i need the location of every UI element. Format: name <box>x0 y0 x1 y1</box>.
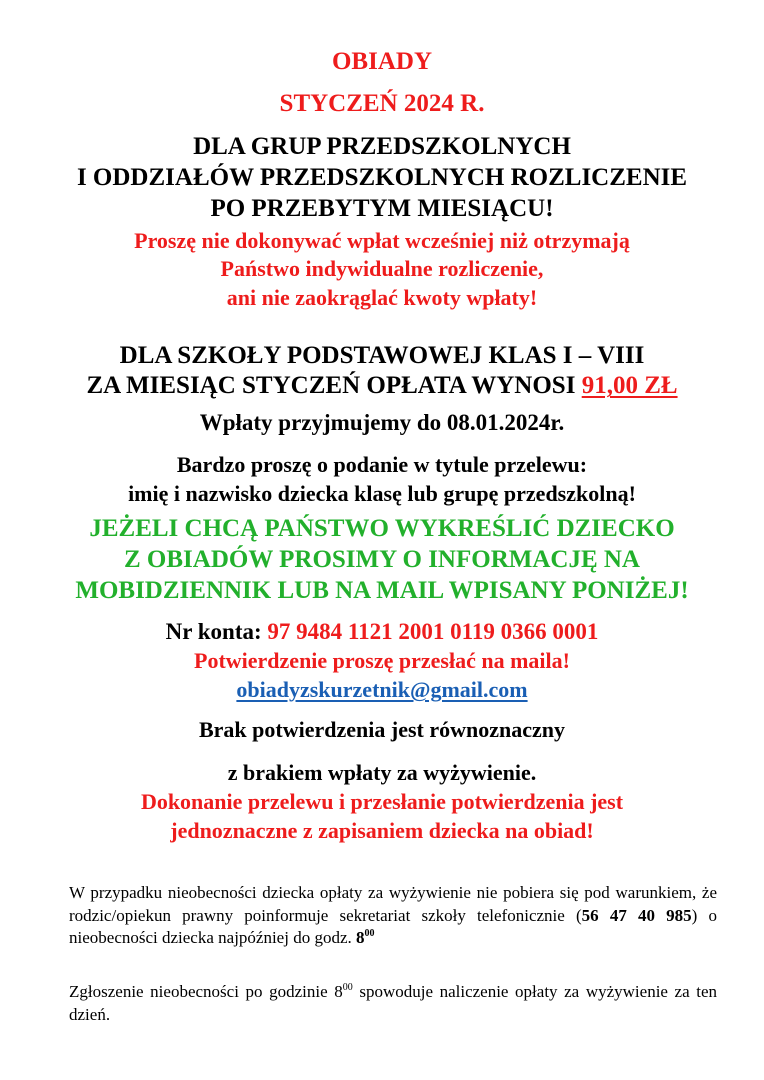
removal-notice-3: MOBIDZIENNIK LUB NA MAIL WPISANY PONIŻEJ! <box>75 577 689 604</box>
title: OBIADY <box>331 48 432 75</box>
month-heading: STYCZEŃ 2024 R. <box>279 90 485 117</box>
preschool-line-3: PO PRZEBYTYM MIESIĄCU! <box>210 195 554 222</box>
removal-notice-2: Z OBIADÓW PROSIMY O INFORMACJĘ NA <box>124 546 640 573</box>
confirmation-line-4: jednoznaczne z zapisaniem dziecka na obiad! <box>170 818 594 843</box>
confirmation-request: Potwierdzenie proszę przesłać na maila! <box>194 648 570 673</box>
preschool-warning-1: Proszę nie dokonywać wpłat wcześniej niż otrzymają <box>134 228 630 253</box>
absence-paragraph-1 <box>69 882 717 950</box>
transfer-title-line-1: Bardzo proszę o podanie w tytule przelewu: <box>176 452 588 477</box>
preschool-line-2: I ODDZIAŁÓW PRZEDSZKOLNYCH ROZLICZENIE <box>76 164 688 191</box>
preschool-warning-3: ani nie zaokrąglać kwoty wpłaty! <box>226 285 538 310</box>
confirmation-line-1: Brak potwierdzenia jest równoznaczny <box>198 717 565 742</box>
confirmation-line-3: Dokonanie przelewu i przesłanie potwierdzenia jest <box>140 789 624 814</box>
transfer-title-line-2: imię i nazwisko dziecka klasę lub grupę przedszkolną! <box>128 481 636 506</box>
late-report-text-b: spowoduje naliczenie opłaty za wyżywienie za ten dzień. <box>69 982 717 1024</box>
account-number: 97 9484 1121 2001 0119 0366 0001 <box>267 619 599 644</box>
school-fee-label: ZA MIESIĄC STYCZEŃ OPŁATA WYNOSI <box>86 372 582 399</box>
preschool-warning-2: Państwo indywidualne rozliczenie, <box>220 256 544 281</box>
account-label: Nr konta: <box>165 619 268 644</box>
account-number-line <box>0 619 764 645</box>
absence-paragraph-2 <box>69 981 717 1026</box>
preschool-line-1: DLA GRUP PRZEDSZKOLNYCH <box>193 133 571 160</box>
late-report-minutes: 00 <box>342 982 353 993</box>
school-line-1: DLA SZKOŁY PODSTAWOWEJ KLAS I – VIII <box>119 342 645 369</box>
fee-amount: 91,00 ZŁ <box>581 372 678 399</box>
school-phone: 56 47 40 985 <box>581 905 692 925</box>
deadline-minutes: 00 <box>364 928 375 939</box>
absence-text-b: ) o nieobecności dziecka najpóźniej do godz. <box>69 905 717 947</box>
email-link[interactable]: obiadyzskurzetnik@gmail.com <box>236 677 528 702</box>
deadline-hour-value: 8 <box>356 928 365 947</box>
absence-text-a: W przypadku nieobecności dziecka opłaty za wyżywienie nie pobiera się pod warunkiem, że rodzic/opiekun prawny poinformuje sekretariat szkoły telefonicznie ( <box>69 883 717 925</box>
removal-notice-1: JEŻELI CHCĄ PAŃSTWO WYKREŚLIĆ DZIECKO <box>89 515 675 542</box>
email-line <box>0 677 764 703</box>
confirmation-line-2: z brakiem wpłaty za wyżywienie. <box>227 760 537 785</box>
deadline-hour <box>356 928 375 947</box>
late-report-text-a: Zgłoszenie nieobecności po godzinie 8 <box>69 982 343 1001</box>
school-line-2 <box>0 372 764 400</box>
payment-deadline: Wpłaty przyjmujemy do 08.01.2024r. <box>199 410 565 435</box>
